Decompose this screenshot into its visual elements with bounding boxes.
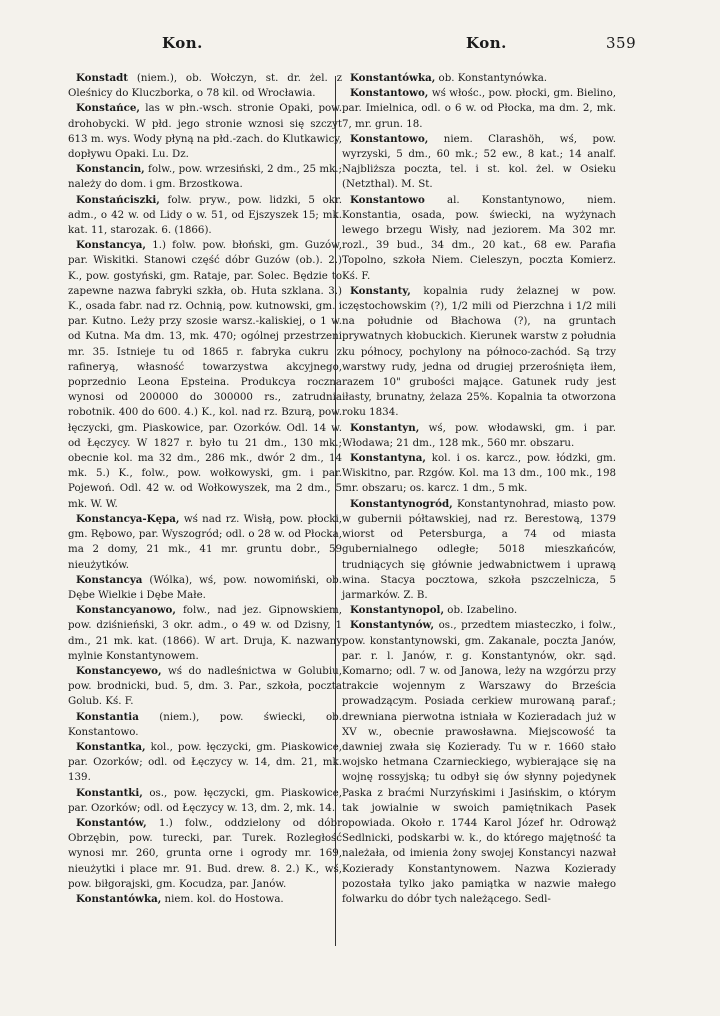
dictionary-entry [68, 101, 342, 162]
entry-text: niem. Clarashöh, wś, pow. wyrzyski, 5 dm., 60 mk.; 52 ew., 8 kat.; 14 analf. Najbliższa poczta, tel. i st. kol. żel. w Osieku (Netzthal). M. St. [342, 132, 616, 191]
entry-headword: Konstantki, [76, 786, 143, 799]
entry-headword: Konstantyna, [350, 452, 426, 465]
right-column [342, 71, 616, 907]
dictionary-entry [342, 603, 616, 618]
running-head-right: Kon. [466, 34, 507, 52]
dictionary-entry [342, 497, 616, 603]
entry-text: (niem.), ob. Wołczyn, st. dr. żel. z Oleśnicy do Kluczborka, o 78 kil. od Wrocławia. [68, 72, 342, 100]
dictionary-entry [68, 786, 342, 816]
dictionary-entry [342, 86, 616, 132]
left-column [68, 71, 342, 907]
dictionary-entry [68, 193, 342, 239]
dictionary-entry [68, 573, 342, 603]
entry-text: folw. pryw., pow. lidzki, 5 okr. adm., o 42 w. od Lidy o w. 51, od Ejszyszek 15; mk. kat. 11, starozak. 6. (1866). [68, 193, 342, 237]
entry-text: al. Konstantynowo, niem. Konstantia, osada, pow. świecki, na wyżynach lewego brzegu Wisły, nad jeziorem. Ma 302 mr. rozl., 39 bud., 34 dm., 20 kat., 68 ew. Parafia Topolno, szkoła Niem. Cieleszyn, poczta Komierz. Kś. F. [342, 193, 616, 282]
entry-headword: Konstantowo, [350, 132, 429, 145]
entry-headword: Konstantów, [76, 816, 147, 829]
entry-headword: Konstantka, [76, 740, 146, 753]
entry-text: wś do nadleśnictwa w Golubiu, pow. brodnicki, bud. 5, dm. 3. Par., szkoła, poczta Golub. Kś. F. [68, 664, 342, 708]
dictionary-entry [342, 284, 616, 421]
entry-headword: Konstantowo, [350, 87, 429, 100]
entry-headword: Konstantynopol, [350, 604, 445, 617]
entry-headword: Konstantia [76, 710, 139, 723]
entry-text: wś włośc., pow. płocki, gm. Bielino, par. Imielnica, odl. o 6 w. od Płocka, ma dm. 2, mk. 7, mr. grun. 18. [342, 87, 616, 130]
entry-text: folw., nad jez. Gipnowskiem, pow. dziśnieński, 3 okr. adm., o 49 w. od Dzisny, 1 dm., 21 mk. kat. (1866). W art. Druja, K. nazwany mylnie Konstantynowem. [68, 604, 342, 662]
entry-headword: Konstancya-Kępa, [76, 512, 180, 525]
dictionary-entry [68, 238, 342, 512]
dictionary-entry [68, 664, 342, 710]
entry-text: las w płn.-wsch. stronie Opaki, pow. drohobycki. W płd. jego stronie wznosi się szczyt 613 m. wys. Wody płyną na płd.-zach. do Klutkawicy, dopływu Opaki. Lu. Dz. [68, 102, 342, 161]
entry-text: wś, pow. włodawski, gm. i par. Włodawa; 21 dm., 128 mk., 560 mr. obszaru. [342, 421, 616, 449]
entry-text: os., przedtem miasteczko, i folw., pow. konstantynowski, gm. Zakanale, poczta Janów, par. r. l. Janów, r. g. Konstantynów, okr. sąd. Komarno; odl. 7 w. od Janowa, leży na wzgórzu przy trakcie wojennym z Warszawy do Brześcia prowadzącym. Posiada cerkiew murowaną paraf.; drewniana pierwotna istniała w Kozieradach już w XV w., obecnie prawosławna. Miejscowość ta dawniej zwała się Kozierady. Tu w r. 1660 stało wojsko hetmana Czarnieckiego, wybierające się na wojnę rossyjską; tu odbył się ów słynny pojedynek Paska z braćmi Nurzyńskimi i Jasińskim, o którym tak jowialnie w swoich pamiętnikach Pasek opowiada. Około r. 1744 Karol Józef hr. Odrowąż Sedlnicki, podskarbi w. k., do którego majętność ta należała, od imienia żony swojej Konstancyi nazwał Kozierady Konstantynowem. Nazwa Kozierady pozostała tylko jako pamiątka w nazwie małego folwarku do dóbr tych należącego. Sedl- [342, 619, 616, 905]
entry-headword: Konstancya, [76, 239, 146, 252]
dictionary-entry [68, 603, 342, 664]
entry-headword: Konstanty, [350, 284, 411, 297]
entry-headword: Konstancya [76, 573, 143, 586]
dictionary-entry [68, 512, 342, 573]
entry-text: kol., pow. łęczycki, gm. Piaskowice, par. Ozorków; odl. od Łęczycy w. 14, dm. 21, mk. 139. [68, 740, 342, 784]
entry-text: Konstantynohrad, miasto pow. w gubernii półtawskiej, nad rz. Berestową, 1379 wiorst od Petersburga, a 74 od miasta gubernialnego odległe; 5018 mieszkańców, trudniących się głównie jedwabnictwem i uprawą wina. Stacya pocztowa, szkoła pszczelnicza, 5 jarmarków. Z. B. [342, 497, 616, 601]
entry-text: ob. Konstantynówka. [435, 72, 548, 84]
running-head-left: Kon. [162, 34, 203, 52]
entry-headword: Konstancyewo, [76, 664, 162, 677]
entry-text: 1.) folw., oddzielony od dóbr Obrzębin, pow. turecki, par. Turek. Rozległość wynosi mr. 260, grunta orne i ogrody mr. 169, nieużytki i place mr. 91. Bud. drew. 8. 2.) K., wś, pow. biłgorajski, gm. Kocudza, par. Janów. [68, 816, 342, 890]
entry-text: (niem.), pow. świecki, ob. Konstantowo. [68, 710, 342, 738]
entry-text: ob. Izabelino. [444, 604, 518, 617]
entry-headword: Konstantówka, [76, 892, 162, 905]
entry-text: 1.) folw. pow. błoński, gm. Guzów, par. Wiskitki. Stanowi część dóbr Guzów (ob.). 2.) K., pow. gostyński, gm. Rataje, par. Solec. Będzie to zapewne nazwa fabryki szkła, ob. Huta szklana. 3.) K., osada fabr. nad rz. Ochnią, pow. kutnowski, gm. i par. Kutno. Leży przy szosie warsz.-kaliskiej, o 1 w. od Kutna. Ma dm. 13, mk. 470; ogólnej przestrzeni mr. 35. Istnieje tu od 1865 r. fabryka cukru z rafineryą, własność towarzystwa akcyjnego, poprzednio Leona Epsteina. Produkcya roczna wynosi od 200000 do 300000 rs., zatrudnia robotnik. 400 do 600. 4.) K., kol. nad rz. Bzurą, pow. łęczycki, gm. Piaskowice, par. Ozorków. Odl. 14 w. od Łęczycy. W 1827 r. było tu 21 dm., 130 mk.; obecnie kol. ma 32 dm., 286 mk., dwór 2 dm., 14 mk. 5.) K., folw., pow. wołkowyski, gm. i par. Pojewoń. Odl. 42 w. od Wołkowyszek, ma 2 dm., 5 mk. W. W. [68, 239, 342, 510]
dictionary-entry [342, 71, 616, 86]
entry-text: niem. kol. do Hostowa. [161, 892, 284, 905]
entry-headword: Konstantynów, [350, 619, 435, 632]
entry-text: kopalnia rudy żelaznej w pow. częstochowskim (?), 1/2 mili od Pierzchna i 1/2 mili na południe od Błachowa (?), na gruntach prywatnych kłobuckich. Kierunek warstw z południa ku północy, pochylony na północo-zachód. Są trzy warstwy rudy, jedna od drugiej przerośnięta iłem, razem 10" grubości mające. Gatunek rudy jest iłasty, brunatny, żelaza 25%. Kopalnia ta otworzona roku 1834. [342, 284, 616, 419]
dictionary-entry [68, 71, 342, 101]
entry-headword: Konstańce, [76, 102, 140, 115]
dictionary-entry [68, 816, 342, 892]
entry-headword: Konstadt [76, 72, 129, 84]
dictionary-entry [68, 162, 342, 192]
entry-text: folw., pow. wrzesiński, 2 dm., 25 mk.; należy do dom. i gm. Brzostkowa. [68, 163, 342, 191]
entry-headword: Konstantowo [350, 193, 425, 206]
entry-text: wś nad rz. Wisłą, pow. płocki, gm. Rębowo, par. Wyszogród; odl. o 28 w. od Płocka, ma 2 domy, 21 mk., 41 mr. gruntu dobr., 59 nieużytków. [68, 512, 342, 571]
dictionary-entry [342, 618, 616, 907]
entry-headword: Konstancyanowo, [76, 604, 176, 617]
dictionary-entry [68, 740, 342, 786]
entry-headword: Konstancin, [76, 163, 145, 176]
entry-headword: Konstantynogród, [350, 497, 453, 510]
entry-headword: Konstantówka, [350, 72, 436, 84]
entry-headword: Konstantyn, [350, 421, 420, 434]
dictionary-entry [342, 132, 616, 193]
dictionary-entry [342, 193, 616, 284]
entry-text: (Wólka), wś, pow. nowomiński, ob. Dębe Wielkie i Dębe Małe. [68, 573, 342, 601]
dictionary-entry [342, 451, 616, 497]
entry-headword: Konstańciszki, [76, 193, 160, 206]
page-number: 359 [606, 34, 637, 52]
dictionary-entry [68, 710, 342, 740]
entry-text: kol. i os. karcz., pow. łódzki, gm. Wiskitno, par. Rzgów. Kol. ma 13 dm., 100 mk., 198 mr. obszaru; os. karcz. 1 dm., 5 mk. [342, 452, 616, 495]
page-header [0, 34, 720, 54]
dictionary-entry [68, 892, 342, 907]
dictionary-entry [342, 421, 616, 451]
entry-text: os., pow. łęczycki, gm. Piaskowice, par. Ozorków; odl. od Łęczycy w. 13, dm. 2, mk. 14. [68, 786, 342, 814]
